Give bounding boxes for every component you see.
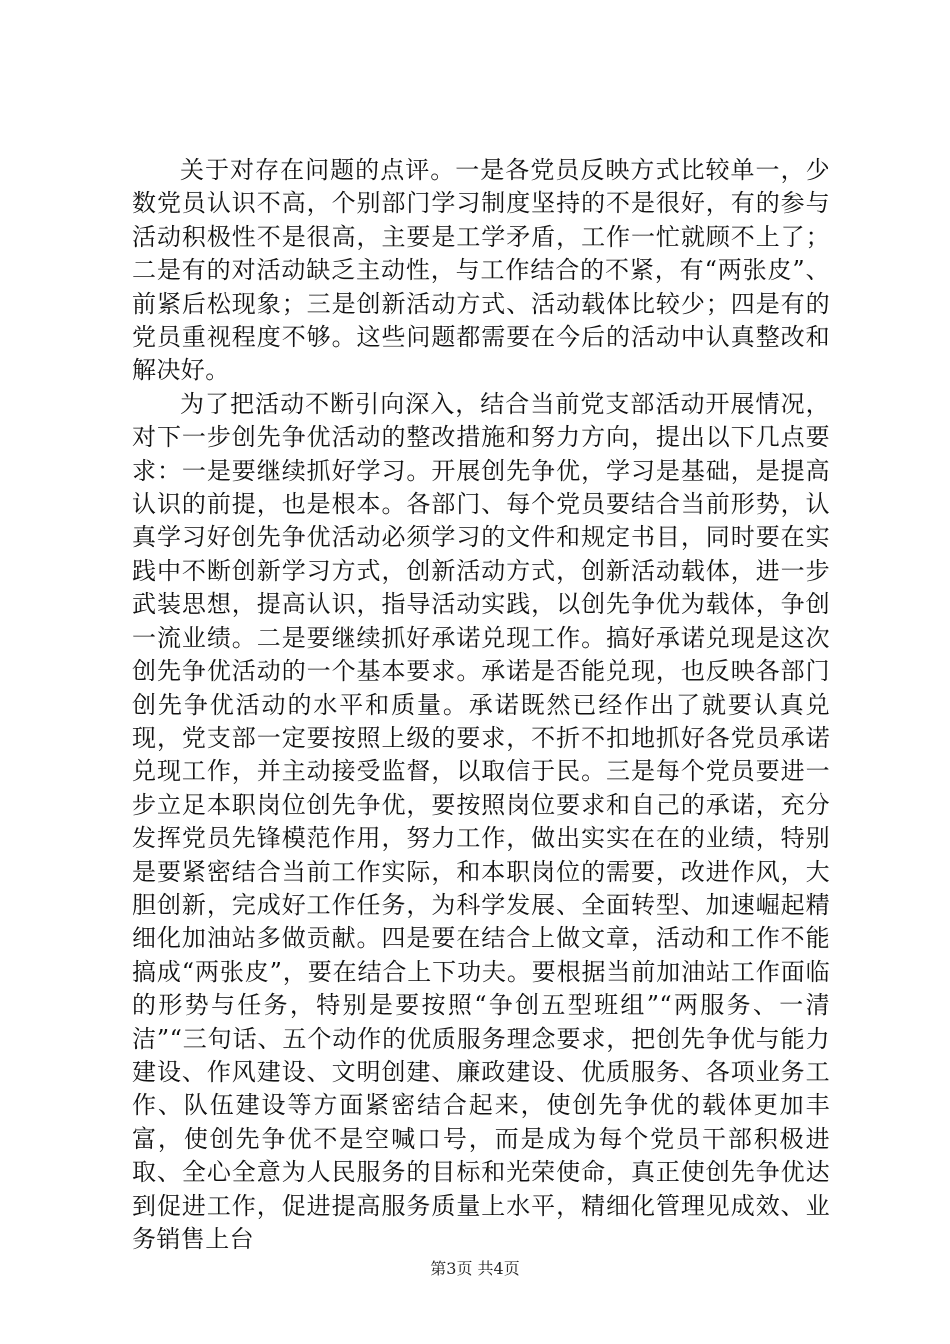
page-footer — [0, 1256, 950, 1279]
paragraph-1: 关于对存在问题的点评。一是各党员反映方式比较单一，少数党员认识不高，个别部门学习制度坚持的不是很好，有的参与活动积极性不是很高，主要是工学矛盾，工作一忙就顾不上了；二是有的对活动缺乏主动性，与工作结合的不紧，有“两张皮”、前紧后松现象；三是创新活动方式、活动载体比较少；四是有的党员重视程度不够。这些问题都需要在今后的活动中认真整改和解决好。 — [132, 156, 830, 385]
document-body — [132, 154, 830, 1256]
page-number-label: 第3页 共4页 — [430, 1259, 520, 1278]
paragraph-2: 为了把活动不断引向深入，结合当前党支部活动开展情况，对下一步创先争优活动的整改措施和努力方向，提出以下几点要求：一是要继续抓好学习。开展创先争优，学习是基础，是提高认识的前提，也是根本。各部门、每个党员要结合当前形势，认真学习好创先争优活动必须学习的文件和规定书目，同时要在实践中不断创新学习方式，创新活动方式，创新活动载体，进一步武装思想，提高认识，指导活动实践，以创先争优为载体，争创一流业绩。二是要继续抓好承诺兑现工作。搞好承诺兑现是这次创先争优活动的一个基本要求。承诺是否能兑现，也反映各部门创先争优活动的水平和质量。承诺既然已经作出了就要认真兑现，党支部一定要按照上级的要求，不折不扣地抓好各党员承诺兑现工作，并主动接受监督，以取信于民。三是每个党员要进一步立足本职岗位创先争优，要按照岗位要求和自己的承诺，充分发挥党员先锋模范作用，努力工作，做出实实在在的业绩，特别是要紧密结合当前工作实际，和本职岗位的需要，改进作风，大胆创新，完成好工作任务，为科学发展、全面转型、加速崛起精细化加油站多做贡献。四是要在结合上做文章，活动和工作不能搞成“两张皮”，要在结合上下功夫。要根据当前加油站工作面临的形势与任务，特别是要按照“争创五型班组”“两服务、一清洁”“三句话、五个动作的优质服务理念要求，把创先争优与能力建设、作风建设、文明创建、廉政建设、优质服务、各项业务工作、队伍建设等方面紧密结合起来，使创先争优的载体更加丰富，使创先争优不是空喊口号，而是成为每个党员干部积极进取、全心全意为人民服务的目标和光荣使命，真正使创先争优达到促进工作，促进提高服务质量上水平，精细化管理见成效、业务销售上台 — [132, 389, 830, 1253]
